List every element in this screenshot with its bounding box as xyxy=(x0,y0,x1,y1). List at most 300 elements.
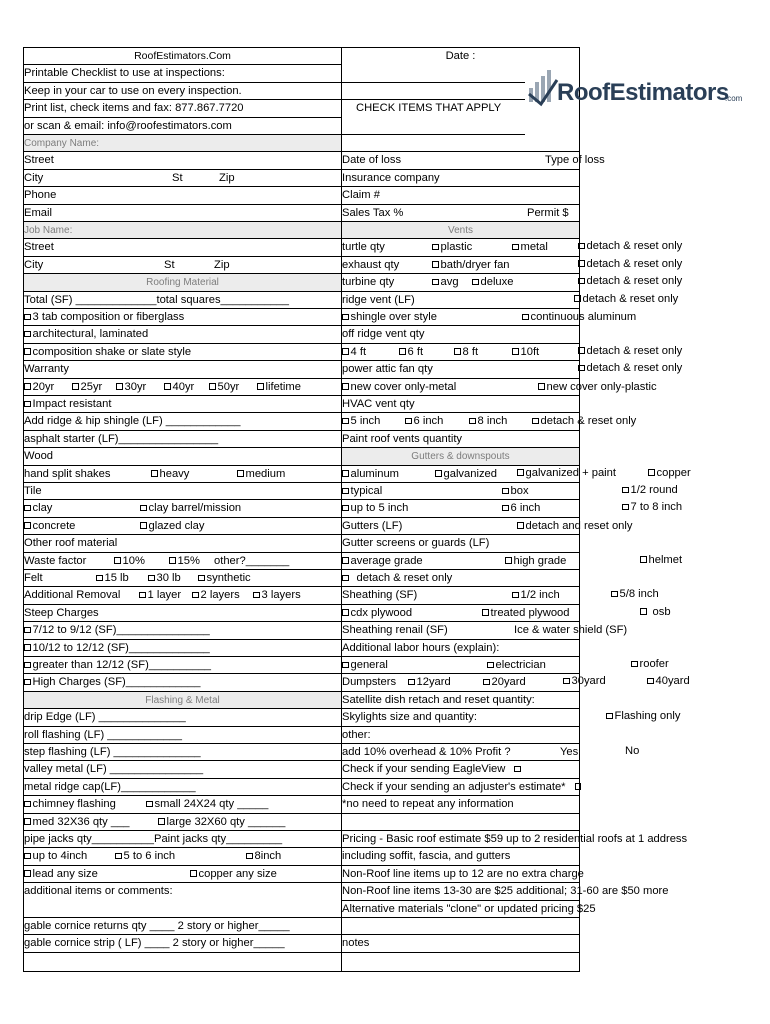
checkbox-icon[interactable] xyxy=(408,679,415,686)
checkbox-icon[interactable] xyxy=(606,713,613,720)
checkbox-icon[interactable] xyxy=(522,314,529,321)
in5-label: 5 inch xyxy=(350,415,381,428)
clay-row[interactable] xyxy=(24,500,341,517)
job-street-row[interactable] xyxy=(24,239,341,256)
date-of-loss-row[interactable] xyxy=(342,152,605,169)
checkbox-icon[interactable] xyxy=(24,870,31,877)
up5-label: up to 5 inch xyxy=(350,502,409,515)
zip-label: Zip xyxy=(219,171,235,184)
including-row xyxy=(342,848,579,865)
five-eighth-label: 5/8 inch xyxy=(619,588,659,601)
warranty-row xyxy=(24,361,341,378)
checkbox-icon[interactable] xyxy=(209,383,216,390)
checkbox-icon[interactable] xyxy=(611,591,618,598)
overhead-row[interactable] xyxy=(342,744,579,761)
alternative-label: Alternative materials "clone" or updated pricing $25 xyxy=(342,902,596,915)
ft4-label: 4 ft xyxy=(350,345,367,358)
hand-split-row[interactable] xyxy=(24,466,341,483)
osb[interactable] xyxy=(640,604,671,621)
metal-ridge-row[interactable] xyxy=(24,779,341,796)
chimney-row[interactable] xyxy=(24,796,341,813)
checkbox-icon[interactable] xyxy=(512,244,519,251)
checkbox-icon[interactable] xyxy=(169,557,176,564)
email-label: Email xyxy=(24,206,52,219)
half-round-label: 1/2 round xyxy=(630,484,678,496)
roofer-label: roofer xyxy=(639,658,669,670)
checkbox-icon[interactable] xyxy=(24,522,31,529)
checkbox-icon[interactable] xyxy=(514,766,521,773)
detach-6[interactable] xyxy=(578,360,682,377)
drip-edge-row[interactable] xyxy=(24,709,341,726)
waste-factor-row[interactable] xyxy=(24,553,341,570)
off-ridge-row[interactable] xyxy=(342,326,579,343)
asphalt-starter-row[interactable] xyxy=(24,431,341,448)
pipe-jacks-label: pipe jacks qty__________Paint jacks qty_________ xyxy=(24,833,283,845)
checkbox-icon[interactable] xyxy=(342,383,349,390)
gutter-material-row[interactable] xyxy=(342,466,579,483)
pipe-5-6-label: 5 to 6 inch xyxy=(123,850,176,863)
screen-grade-row[interactable] xyxy=(342,553,579,570)
impact-row[interactable] xyxy=(24,396,341,413)
total-sf-row[interactable] xyxy=(24,292,341,309)
checkbox-icon[interactable] xyxy=(253,592,260,599)
checkbox-icon[interactable] xyxy=(622,487,629,494)
job-zip-label: Zip xyxy=(214,258,230,271)
gutter-style-row[interactable] xyxy=(342,483,579,500)
steep-1-row[interactable] xyxy=(24,622,341,639)
hvac-row[interactable] xyxy=(342,396,579,413)
average-grade-label: average grade xyxy=(350,554,423,567)
additional-items-label: additional items or comments: xyxy=(24,885,173,898)
adjuster-label: Check if your sending an adjuster's estimate* xyxy=(342,780,566,793)
chimney-label: chimney flashing xyxy=(32,798,116,811)
date-line-1[interactable] xyxy=(342,65,525,82)
dumpsters-label: Dumpsters xyxy=(342,676,397,689)
sheathing-renail-row[interactable] xyxy=(342,622,628,639)
labor-type-row[interactable] xyxy=(342,657,579,674)
checkbox-icon[interactable] xyxy=(512,592,519,599)
eagleview-row[interactable] xyxy=(342,761,579,778)
other-label: other: xyxy=(342,728,371,741)
claim-row[interactable] xyxy=(342,187,579,204)
wood-row xyxy=(24,448,341,465)
flashing-only[interactable] xyxy=(606,708,680,725)
checkbox-icon[interactable] xyxy=(257,383,264,390)
plastic-label: plastic xyxy=(440,241,473,254)
clay-barrel-label: clay barrel/mission xyxy=(148,502,242,515)
steep-1-label: 7/12 to 9/12 (SF)_______________ xyxy=(32,624,210,637)
st-label: St xyxy=(172,171,183,184)
gutter-size-row[interactable] xyxy=(342,500,579,517)
other-row[interactable] xyxy=(342,727,579,744)
checkbox-icon[interactable] xyxy=(115,853,122,860)
gable-strip-label: gable cornice strip ( LF) ____ 2 story or higher_____ xyxy=(24,937,285,950)
city-row[interactable] xyxy=(24,170,341,187)
checkbox-icon[interactable] xyxy=(148,575,155,582)
checkbox-icon[interactable] xyxy=(24,401,31,408)
in7-8[interactable] xyxy=(622,499,682,516)
checkbox-icon[interactable] xyxy=(505,557,512,564)
detach-1[interactable] xyxy=(578,238,682,255)
gable-strip-row[interactable] xyxy=(24,935,341,952)
osb-label: osb xyxy=(652,605,671,618)
checkbox-icon[interactable] xyxy=(342,575,349,582)
job-name-label: Job Name: xyxy=(24,225,73,236)
eagleview-label: Check if your sending EagleView xyxy=(342,763,506,776)
three-tab-row[interactable] xyxy=(24,309,341,326)
checkbox-icon[interactable] xyxy=(24,662,31,669)
checkbox-icon[interactable] xyxy=(640,556,647,563)
yes-label: Yes xyxy=(560,746,579,758)
ft8-label: 8 ft xyxy=(462,345,479,358)
checkbox-icon[interactable] xyxy=(140,522,147,529)
off-ridge-sizes-row[interactable] xyxy=(342,344,579,361)
checkbox-icon[interactable] xyxy=(24,314,31,321)
street-row[interactable] xyxy=(24,152,341,169)
felt-30-label: 30 lb xyxy=(156,572,181,584)
steep-charges-label: Steep Charges xyxy=(24,606,99,619)
checkbox-icon[interactable] xyxy=(640,608,647,615)
architectural-label: architectural, laminated xyxy=(32,328,149,341)
drip-edge-label: drip Edge (LF) ______________ xyxy=(24,711,186,724)
checkbox-icon[interactable] xyxy=(24,818,31,825)
lead-copper-row[interactable] xyxy=(24,866,341,883)
checkbox-icon[interactable] xyxy=(72,383,79,390)
job-city-label: City xyxy=(24,258,44,271)
ft10-label: 10ft xyxy=(520,345,540,358)
checkbox-icon[interactable] xyxy=(246,853,253,860)
checkbox-icon[interactable] xyxy=(342,470,349,477)
header-line-1 xyxy=(24,65,341,82)
satellite-row[interactable] xyxy=(342,692,579,709)
ridge-hip-label: Add ridge & hip shingle (LF) ____________ xyxy=(24,415,241,428)
checkbox-icon[interactable] xyxy=(502,488,509,495)
gutters-lf-label: Gutters (LF) xyxy=(342,519,403,532)
checkbox-icon[interactable] xyxy=(512,348,519,355)
waste-15-label: 15% xyxy=(177,554,200,567)
checkbox-icon[interactable] xyxy=(146,801,153,808)
other-roof-label: Other roof material xyxy=(24,537,118,550)
screen-detach-row[interactable] xyxy=(342,570,579,587)
checkbox-icon[interactable] xyxy=(24,383,31,390)
skylights-label: Skylights size and quantity: xyxy=(342,711,477,724)
roofer[interactable] xyxy=(631,656,669,673)
turbine-row[interactable] xyxy=(342,274,579,291)
high-grade-label: high grade xyxy=(513,554,567,567)
notes-row[interactable] xyxy=(342,935,579,952)
checkbox-icon[interactable] xyxy=(198,575,205,582)
section-gutters xyxy=(342,448,579,465)
street-label: Street xyxy=(24,154,54,167)
skylights-row[interactable] xyxy=(342,709,579,726)
paint-vents-label: Paint roof vents quantity xyxy=(342,432,463,445)
yd40[interactable] xyxy=(647,673,690,690)
additional-removal-row[interactable] xyxy=(24,587,341,604)
metal-ridge-label: metal ridge cap(LF)____________ xyxy=(24,780,196,793)
gutters-label: Gutters & downspouts xyxy=(411,451,510,463)
layer-1-label: 1 layer xyxy=(147,589,182,602)
warranty-30-label: 30yr xyxy=(124,380,147,393)
layer-3-label: 3 layers xyxy=(261,589,301,602)
phone-row[interactable] xyxy=(24,187,341,204)
checkbox-icon[interactable] xyxy=(399,348,406,355)
composition-shake-label: composition shake or slate style xyxy=(32,345,192,358)
section-vents xyxy=(342,222,579,239)
checkbox-icon[interactable] xyxy=(483,679,490,686)
checkbox-icon[interactable] xyxy=(342,418,349,425)
checkbox-icon[interactable] xyxy=(24,853,31,860)
checkbox-icon[interactable] xyxy=(164,383,171,390)
gable-returns-row[interactable] xyxy=(24,918,341,935)
checkbox-icon[interactable] xyxy=(538,383,545,390)
checkbox-icon[interactable] xyxy=(472,279,479,286)
cdx-label: cdx plywood xyxy=(350,606,413,619)
hvac-label: HVAC vent qty xyxy=(342,398,415,410)
steep-2-row[interactable] xyxy=(24,640,341,657)
hand-split-label: hand split shakes xyxy=(24,467,111,480)
checkbox-icon[interactable] xyxy=(432,261,439,268)
section-job-name xyxy=(24,222,341,239)
alternative-row xyxy=(342,901,596,918)
half-inch-label: 1/2 inch xyxy=(520,589,560,602)
right-spacer xyxy=(342,135,579,152)
additional-removal-label: Additional Removal xyxy=(24,589,121,602)
clay-label: clay xyxy=(32,502,53,515)
checkbox-icon[interactable] xyxy=(575,783,582,790)
paint-vents-row[interactable] xyxy=(342,431,579,448)
nonroof12-label: Non-Roof line items up to 12 are no extra charge xyxy=(342,867,584,880)
warranty-options-row[interactable] xyxy=(24,379,341,396)
checkbox-icon[interactable] xyxy=(190,870,197,877)
phone-label: Phone xyxy=(24,189,57,202)
checkbox-icon[interactable] xyxy=(158,818,165,825)
deluxe-label: deluxe xyxy=(480,276,514,289)
checkbox-icon[interactable] xyxy=(487,662,494,669)
site-title xyxy=(24,48,341,65)
checkbox-icon[interactable] xyxy=(532,418,539,425)
job-city-row[interactable] xyxy=(24,257,341,274)
detach-1-label: detach & reset only xyxy=(586,240,683,253)
shingle-over-row[interactable] xyxy=(342,309,637,326)
composition-shake-row[interactable] xyxy=(24,344,341,361)
asphalt-starter-label: asphalt starter (LF)________________ xyxy=(24,432,219,445)
checkbox-icon[interactable] xyxy=(151,470,158,477)
turtle-label: turtle qty xyxy=(342,241,385,254)
sales-tax-row[interactable] xyxy=(342,205,579,222)
dumpsters-row[interactable] xyxy=(342,674,579,691)
new-cover-row[interactable] xyxy=(342,379,657,396)
checkbox-icon[interactable] xyxy=(631,661,638,668)
checkbox-icon[interactable] xyxy=(502,505,509,512)
power-attic-row[interactable] xyxy=(342,361,579,378)
pipe-jacks-row[interactable] xyxy=(24,831,341,848)
chimney-small-label: small 24X24 qty _____ xyxy=(154,798,269,811)
checkbox-icon[interactable] xyxy=(342,557,349,564)
checkbox-icon[interactable] xyxy=(342,505,349,512)
checkbox-icon[interactable] xyxy=(342,662,349,669)
right-blank-row xyxy=(342,814,579,831)
felt-row[interactable] xyxy=(24,570,341,587)
exhaust-row[interactable] xyxy=(342,257,579,274)
header-line-2 xyxy=(24,83,341,100)
checkbox-icon[interactable] xyxy=(24,627,31,634)
copper-label: copper any size xyxy=(198,867,277,880)
detach-2[interactable] xyxy=(578,256,682,273)
checkbox-icon[interactable] xyxy=(432,244,439,251)
concrete-row[interactable] xyxy=(24,518,341,535)
in7-8-label: 7 to 8 inch xyxy=(630,501,683,514)
general-label: general xyxy=(350,659,388,671)
warranty-25-label: 25yr xyxy=(80,380,103,393)
checkbox-icon[interactable] xyxy=(192,592,199,599)
checkbox-icon[interactable] xyxy=(454,348,461,355)
copper-gutter[interactable] xyxy=(648,465,691,482)
ridge-vent-row[interactable] xyxy=(342,292,579,309)
steep-4-row[interactable] xyxy=(24,674,341,691)
ice-water-label: Ice & water shield (SF) xyxy=(514,624,628,637)
turtle-row[interactable] xyxy=(342,239,579,256)
waste-other-label: other?_______ xyxy=(214,554,290,567)
checkbox-icon[interactable] xyxy=(24,644,31,651)
detach-3[interactable] xyxy=(578,273,682,290)
checkbox-icon[interactable] xyxy=(482,609,489,616)
job-street-label: Street xyxy=(24,241,54,254)
roofestimators-logo xyxy=(527,66,747,112)
company-name-label: Company Name: xyxy=(24,138,100,149)
notes-label: notes xyxy=(342,937,370,950)
checkbox-icon[interactable] xyxy=(116,383,123,390)
additional-labor-row[interactable] xyxy=(342,640,579,657)
adjuster-row[interactable] xyxy=(342,779,579,796)
checkbox-icon[interactable] xyxy=(405,418,412,425)
checkbox-icon[interactable] xyxy=(648,469,655,476)
yd12-label: 12yard xyxy=(416,676,451,689)
detach-7-label: detach & reset only xyxy=(540,415,637,428)
metal-label: metal xyxy=(520,241,548,254)
date-row[interactable] xyxy=(342,48,579,65)
felt-15-label: 15 lb xyxy=(104,572,129,584)
additional-labor-label: Additional labor hours (explain): xyxy=(342,641,500,654)
checkbox-icon[interactable] xyxy=(647,678,654,685)
warranty-20-label: 20yr xyxy=(32,380,55,393)
checkbox-icon[interactable] xyxy=(139,592,146,599)
nonroof12-row xyxy=(342,866,584,883)
treated-label: treated plywood xyxy=(490,606,570,619)
ridge-hip-row[interactable] xyxy=(24,413,341,430)
header-line-3-text: Print list, check items and fax: 877.867.7720 xyxy=(24,102,244,115)
insurance-row[interactable] xyxy=(342,170,579,187)
gutter-screens-label: Gutter screens or guards (LF) xyxy=(342,537,490,550)
new-metal-label: new cover only-metal xyxy=(350,380,457,393)
checkbox-icon[interactable] xyxy=(24,505,31,512)
checkbox-icon[interactable] xyxy=(24,679,31,686)
date-line-2[interactable] xyxy=(342,83,525,100)
job-st-label: St xyxy=(164,258,175,271)
ridge-vent-label: ridge vent (LF) xyxy=(342,293,415,306)
checkbox-icon[interactable] xyxy=(114,557,121,564)
flashing-metal-label: Flashing & Metal xyxy=(145,694,220,706)
gutter-screens-row[interactable] xyxy=(342,535,579,552)
steep-3-row[interactable] xyxy=(24,657,341,674)
avg-label: avg xyxy=(440,276,459,289)
email-row[interactable] xyxy=(24,205,341,222)
yd40-label: 40yard xyxy=(655,675,690,688)
checkbox-icon[interactable] xyxy=(469,418,476,425)
logo-bars-icon xyxy=(527,68,559,108)
no-repeat-row xyxy=(342,796,579,813)
checkbox-icon[interactable] xyxy=(237,470,244,477)
three-tab-label: 3 tab composition or fiberglass xyxy=(32,311,185,323)
header-line-4-text: or scan & email: info@roofestimators.com xyxy=(24,119,232,132)
date-line-3[interactable] xyxy=(342,118,525,135)
checkbox-icon[interactable] xyxy=(622,504,629,511)
step-flashing-label: step flashing (LF) ______________ xyxy=(24,746,201,758)
helmet[interactable] xyxy=(640,552,682,569)
no-option[interactable]: No xyxy=(625,745,640,757)
electrician-label: electrician xyxy=(495,659,546,671)
half-round[interactable] xyxy=(622,482,678,499)
claim-label: Claim # xyxy=(342,189,380,202)
check-items-label: CHECK ITEMS THAT APPLY xyxy=(356,102,502,115)
five-eighth[interactable] xyxy=(611,586,659,603)
detach-5[interactable] xyxy=(578,343,682,360)
step-flashing-row[interactable] xyxy=(24,744,341,761)
detach-4[interactable] xyxy=(574,291,678,308)
chimney-sizes-row[interactable] xyxy=(24,814,341,831)
checkbox-icon[interactable] xyxy=(342,348,349,355)
gutters-lf-row[interactable] xyxy=(342,518,633,535)
valley-metal-row[interactable] xyxy=(24,761,341,778)
warranty-40-label: 40yr xyxy=(172,380,195,393)
checkbox-icon[interactable] xyxy=(435,470,442,477)
other-roof-row[interactable] xyxy=(24,535,341,552)
checkbox-icon[interactable] xyxy=(96,575,103,582)
exhaust-label: exhaust qty xyxy=(342,258,400,271)
sheathing-row[interactable] xyxy=(342,587,579,604)
header-line-2-text: Keep in your car to use on every inspection. xyxy=(24,84,242,97)
city-label: City xyxy=(24,171,44,184)
nonroof13-row xyxy=(342,883,669,900)
typical-label: typical xyxy=(350,485,383,497)
checkbox-icon[interactable] xyxy=(24,801,31,808)
checkbox-icon[interactable] xyxy=(342,609,349,616)
checkbox-icon[interactable] xyxy=(342,488,349,495)
lead-label: lead any size xyxy=(32,867,98,880)
architectural-row[interactable] xyxy=(24,326,341,343)
roll-flashing-row[interactable] xyxy=(24,727,341,744)
pipe-sizes-row[interactable] xyxy=(24,848,341,865)
box-label: box xyxy=(510,485,529,497)
checkbox-icon[interactable] xyxy=(517,522,524,529)
detach-3-label: detach & reset only xyxy=(586,275,683,288)
hvac-sizes-row[interactable] xyxy=(342,413,637,430)
header-line-1-text: Printable Checklist to use at inspections: xyxy=(24,67,225,80)
additional-items-row[interactable] xyxy=(24,883,341,918)
checkbox-icon[interactable] xyxy=(24,331,31,338)
site-title-text: RoofEstimators.Com xyxy=(134,50,231,62)
tile-row xyxy=(24,483,341,500)
plywood-row[interactable] xyxy=(342,605,579,622)
logo-text: RoofEstimators xyxy=(557,79,729,106)
checkbox-icon[interactable] xyxy=(140,505,147,512)
checkbox-icon[interactable] xyxy=(24,348,31,355)
checkbox-icon[interactable] xyxy=(342,314,349,321)
shingle-over-label: shingle over style xyxy=(350,311,437,323)
checkbox-icon[interactable] xyxy=(432,279,439,286)
detach-2-label: detach & reset only xyxy=(586,257,683,270)
helmet-label: helmet xyxy=(648,553,683,566)
warranty-50-label: 50yr xyxy=(217,380,240,393)
